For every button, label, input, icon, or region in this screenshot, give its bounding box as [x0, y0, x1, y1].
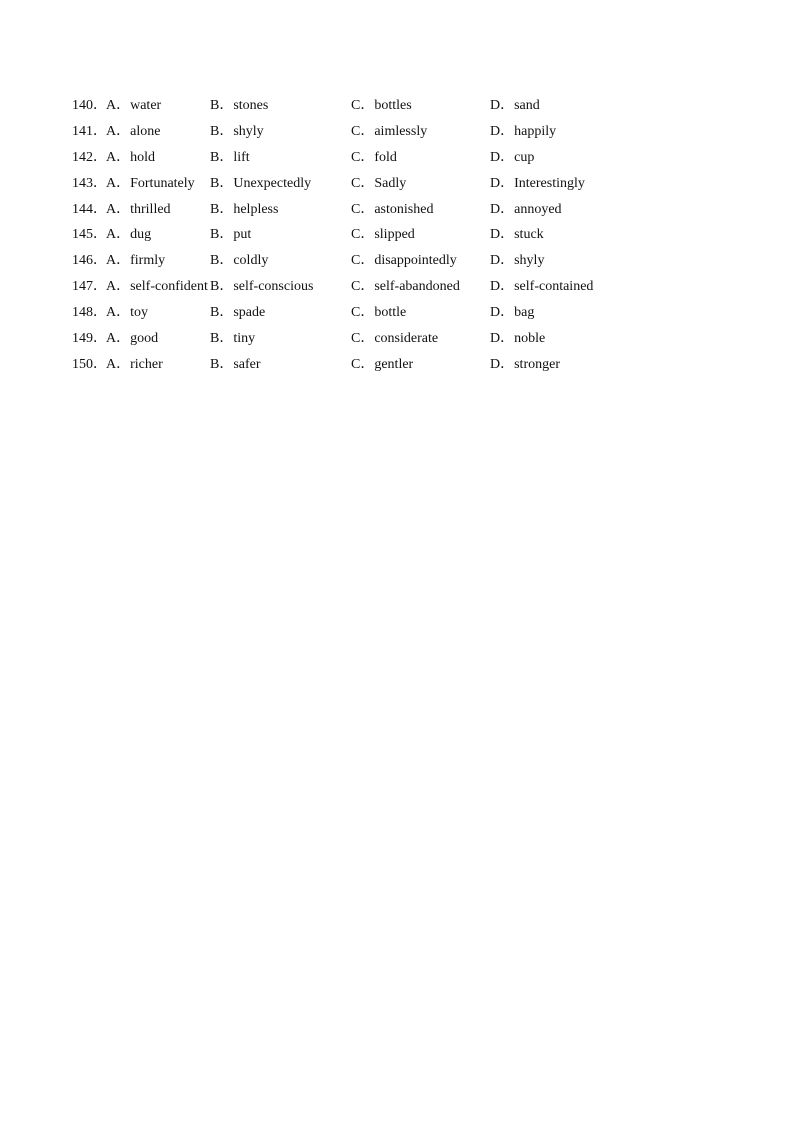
option-b: B．stones: [210, 98, 269, 113]
option-d: D．Interestingly: [490, 175, 585, 191]
option-c: C．astonished: [351, 201, 434, 217]
option-d: D．sand: [490, 98, 540, 113]
option-c: C．gentler: [351, 356, 414, 372]
option-b: B．tiny: [210, 331, 256, 347]
option-a: A．good: [106, 331, 159, 347]
question-number: 143．: [72, 175, 107, 191]
option-d: D．noble: [490, 331, 546, 347]
option-c: C．disappointedly: [351, 253, 457, 269]
option-b: B．coldly: [210, 253, 269, 269]
question-row: [72, 122, 732, 148]
question-number: 147．: [72, 279, 107, 295]
option-c: C．slipped: [351, 227, 415, 243]
question-number: 141．: [72, 123, 107, 139]
option-d: D．shyly: [490, 253, 545, 269]
option-b: B．shyly: [210, 123, 264, 139]
option-d: D．self-contained: [490, 279, 594, 295]
option-a: A．richer: [106, 356, 163, 372]
option-b: B．spade: [210, 305, 266, 321]
option-b: B．Unexpectedly: [210, 175, 312, 191]
option-a: A．firmly: [106, 253, 166, 269]
question-row: [72, 225, 732, 251]
question-row: [72, 355, 732, 381]
question-row: [72, 277, 732, 303]
question-row: [72, 148, 732, 174]
option-a: A．hold: [106, 149, 155, 165]
option-a: A．thrilled: [106, 201, 171, 217]
question-number: 146．: [72, 253, 107, 269]
question-number: 150．: [72, 356, 107, 372]
option-d: D．cup: [490, 149, 535, 165]
option-a: A．Fortunately: [106, 175, 195, 191]
option-a: A．toy: [106, 305, 148, 321]
option-b: B．safer: [210, 356, 261, 372]
option-d: D．stuck: [490, 227, 544, 243]
option-a: A．water: [106, 98, 162, 113]
option-b: B．self-conscious: [210, 279, 314, 295]
option-c: C．aimlessly: [351, 123, 428, 139]
option-c: C．bottle: [351, 305, 407, 321]
option-c: C．bottles: [351, 98, 412, 113]
option-a: A．self-confident: [106, 279, 208, 295]
option-c: C．self-abandoned: [351, 279, 460, 295]
option-a: A．alone: [106, 123, 161, 139]
question-number: 149．: [72, 331, 107, 347]
question-list: [72, 96, 732, 381]
question-number: 148．: [72, 305, 107, 321]
question-row: [72, 329, 732, 355]
option-d: D．bag: [490, 305, 535, 321]
option-b: B．lift: [210, 149, 250, 165]
option-d: D．happily: [490, 123, 557, 139]
option-a: A．dug: [106, 227, 152, 243]
option-c: C．Sadly: [351, 175, 407, 191]
option-b: B．put: [210, 227, 252, 243]
question-row: [72, 303, 732, 329]
question-number: 140．: [72, 98, 107, 113]
question-number: 144．: [72, 201, 107, 217]
option-d: D．stronger: [490, 356, 560, 372]
question-number: 145．: [72, 227, 107, 243]
option-b: B．helpless: [210, 201, 279, 217]
question-row: [72, 200, 732, 226]
option-c: C．fold: [351, 149, 397, 165]
option-c: C．considerate: [351, 331, 439, 347]
option-d: D．annoyed: [490, 201, 562, 217]
question-row: [72, 96, 732, 122]
question-number: 142．: [72, 149, 107, 165]
question-row: [72, 174, 732, 200]
question-row: [72, 251, 732, 277]
